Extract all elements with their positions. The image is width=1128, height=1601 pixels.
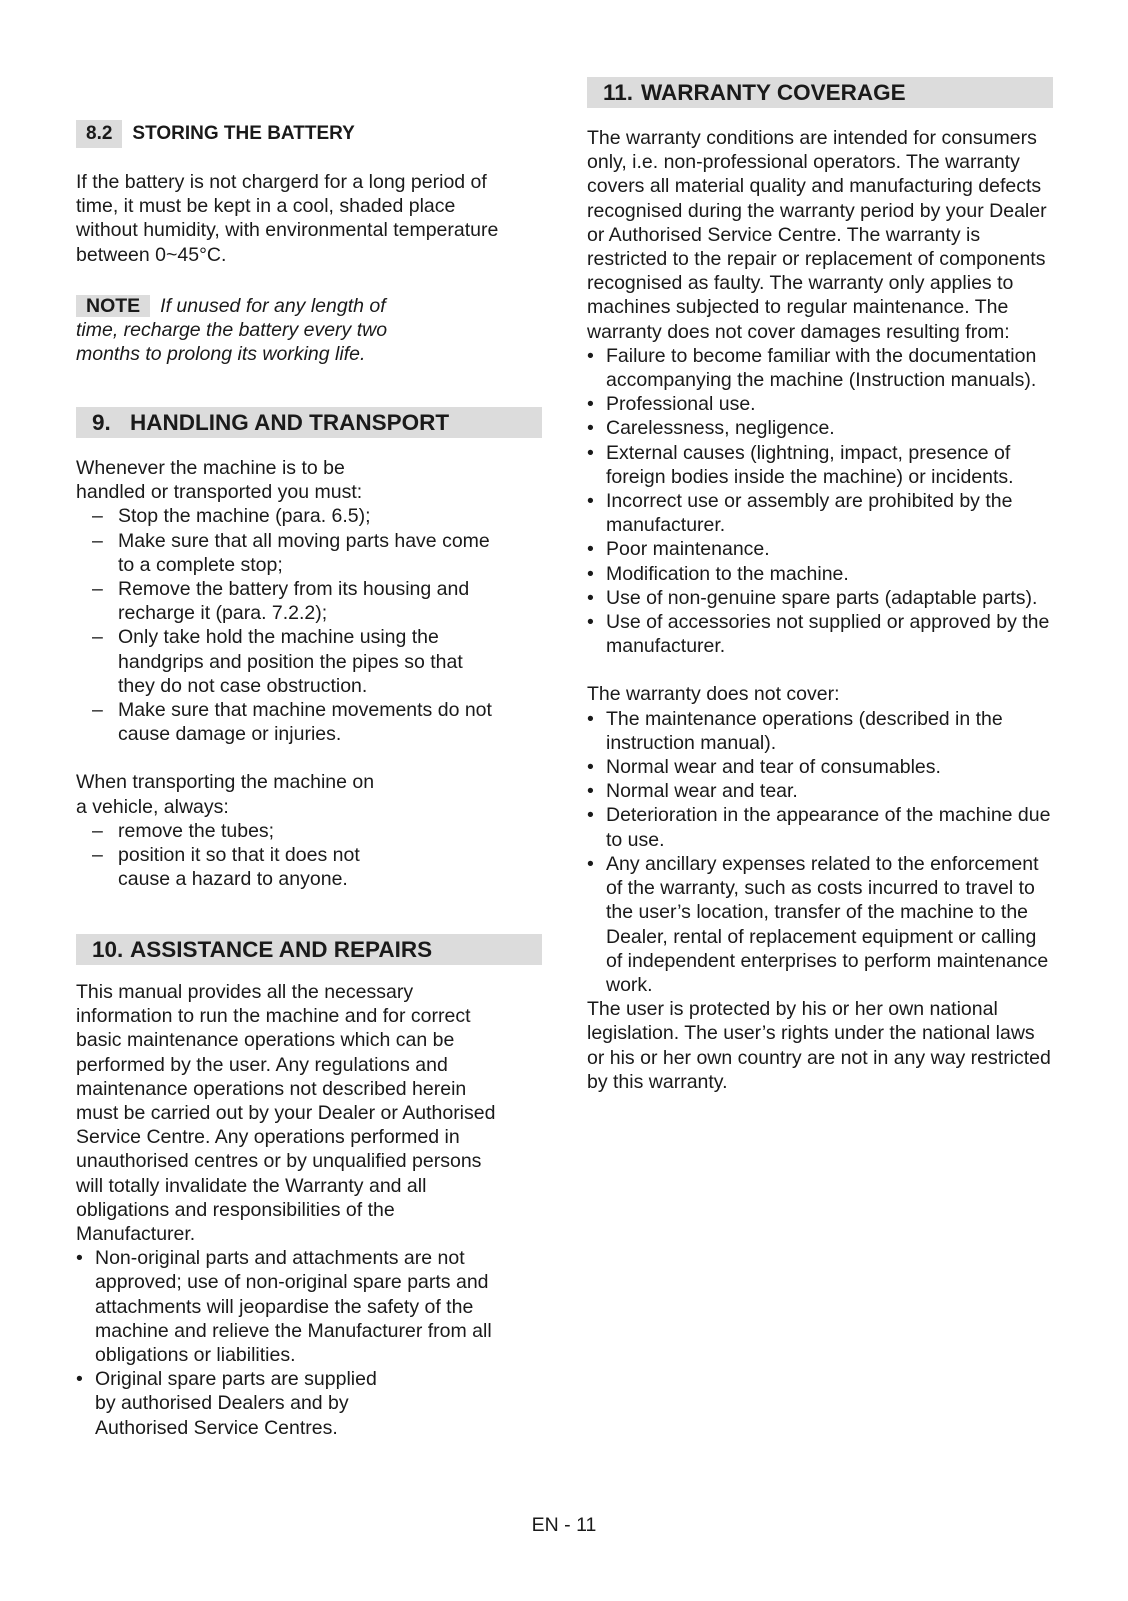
handling-block <box>76 456 496 891</box>
list-item: • Modification to the machine. <box>587 562 1057 586</box>
list-item: • Any ancillary expenses related to the enforcement of the warranty, such as costs incurred to travel to the user’s location, transfer of the machine to the Dealer, rental of replacement equipment or calling of independent enterprises to perform maintenance work. <box>587 852 1057 997</box>
list-item: – Only take hold the machine using the handgrips and position the pipes so that they do not case obstruction. <box>76 625 496 698</box>
warranty-damage-list <box>587 344 1057 659</box>
list-item: • Professional use. <box>587 392 1057 416</box>
transport-intro: When transporting the machine on a vehicle, always: <box>76 771 375 818</box>
section-title: ASSISTANCE AND REPAIRS <box>130 937 433 962</box>
list-item: – Make sure that machine movements do not cause damage or injuries. <box>76 698 496 746</box>
list-item: • Original spare parts are supplied by authorised Dealers and by Authorised Service Centres. <box>76 1367 395 1440</box>
list-item: • Deterioration in the appearance of the machine due to use. <box>587 803 1057 851</box>
warranty-not-cover-list <box>587 707 1057 997</box>
note-label: NOTE <box>76 295 150 317</box>
list-item: – Remove the battery from its housing and recharge it (para. 7.2.2); <box>76 577 496 625</box>
note-text: If unused for any length of time, recharge the battery every two months to prolong its working life. <box>76 295 388 366</box>
transport-steps <box>76 819 416 892</box>
handling-steps <box>76 504 496 746</box>
section-title: WARRANTY COVERAGE <box>641 80 906 105</box>
assistance-block <box>76 980 542 1440</box>
list-item: • Normal wear and tear of consumables. <box>587 755 1057 779</box>
list-item: • Non-original parts and attachments are not approved; use of non-original spare parts and attachments will jeopardise the safety of the machine and relieve the Manufacturer from all obligations or liabilities. <box>76 1246 542 1367</box>
list-item: • The maintenance operations (described in the instruction manual). <box>587 707 1057 755</box>
list-item: • Use of non-genuine spare parts (adaptable parts). <box>587 586 1057 610</box>
not-cover-intro: The warranty does not cover: <box>587 683 840 706</box>
assistance-paragraph: This manual provides all the necessary information to run the machine and for correct basic maintenance operations which can be performed by the user. Any regulations and maintenance operations not described herein must be carried out by your Dealer or Authorised Service Centre. Any operations performed in unauthorised centres or by unqualified persons will totally invalidate the Warranty and all obligations and responsibilities of the Manufacturer. <box>76 981 496 1246</box>
section-heading-warranty <box>587 77 1053 108</box>
list-item: • Poor maintenance. <box>587 537 1057 561</box>
section-number: 9. <box>92 410 111 435</box>
section-title: HANDLING AND TRANSPORT <box>130 410 450 435</box>
list-item: • Carelessness, negligence. <box>587 416 1057 440</box>
list-item: • Incorrect use or assembly are prohibited by the manufacturer. <box>587 489 1057 537</box>
list-item: – remove the tubes; <box>76 819 416 843</box>
storing-note <box>76 294 426 367</box>
warranty-block <box>587 126 1057 1094</box>
warranty-paragraph: The warranty conditions are intended for consumers only, i.e. non-professional operators. The warranty covers all material quality and manufacturing defects recognised during the warranty period by your Dealer or Authorised Service Centre. The warranty is restricted to the repair or replacement of components recognised as faulty. The warranty only applies to machines subjected to regular maintenance. The warranty does not cover damages resulting from: <box>587 127 1047 343</box>
section-heading-storing-battery <box>76 120 355 148</box>
section-number: 8.2 <box>76 120 122 148</box>
section-number: 10. <box>92 937 124 962</box>
list-item: • External causes (lightning, impact, presence of foreign bodies inside the machine) or incidents. <box>587 441 1057 489</box>
section-heading-handling <box>76 407 542 438</box>
storing-paragraph: If the battery is not chargerd for a long period of time, it must be kept in a cool, shaded place without humidity, with environmental temperature between 0~45°C. <box>76 171 499 266</box>
assistance-bullets <box>76 1246 542 1440</box>
list-item: – Stop the machine (para. 6.5); <box>76 504 496 528</box>
warranty-closing: The user is protected by his or her own national legislation. The user’s rights under the national laws or his or her own country are not in any way restricted by this warranty. <box>587 998 1051 1093</box>
section-heading-assistance <box>76 934 542 965</box>
list-item: – Make sure that all moving parts have come to a complete stop; <box>76 529 496 577</box>
page-number: EN - 11 <box>531 1514 597 1536</box>
list-item: – position it so that it does not cause a hazard to anyone. <box>76 843 416 891</box>
section-number: 11. <box>603 80 634 105</box>
list-item: • Normal wear and tear. <box>587 779 1057 803</box>
handling-intro: Whenever the machine is to be handled or transported you must: <box>76 457 363 504</box>
list-item: • Failure to become familiar with the documentation accompanying the machine (Instruction manuals). <box>587 344 1057 392</box>
list-item: • Use of accessories not supplied or approved by the manufacturer. <box>587 610 1057 658</box>
section-title: STORING THE BATTERY <box>132 123 355 144</box>
